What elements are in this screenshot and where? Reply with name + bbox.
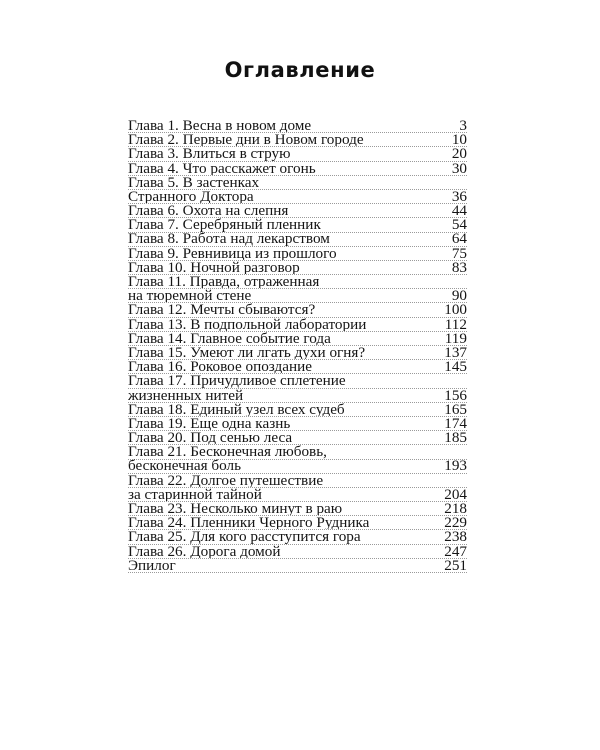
chapter-title: за старинной тайной — [128, 487, 262, 502]
chapter-title: Глава 18. Единый узел всех судеб — [128, 402, 345, 416]
page-number: 156 — [444, 386, 467, 404]
page-number: 64 — [451, 230, 467, 248]
chapter-title: Глава 16. Роковое опоздание — [128, 360, 312, 374]
page-number: 3 — [459, 116, 467, 134]
page-number: 30 — [451, 159, 467, 177]
page-number: 75 — [451, 244, 467, 262]
page-number: 83 — [451, 258, 467, 276]
chapter-title: Глава 14. Главное событие года — [128, 331, 331, 345]
page-number: 54 — [451, 216, 467, 234]
page-number: 36 — [451, 187, 467, 205]
toc-line — [128, 431, 467, 445]
toc-line — [128, 187, 467, 205]
toc-entry — [128, 275, 467, 303]
toc-entry — [128, 542, 467, 560]
toc-line — [128, 275, 467, 289]
toc-line — [128, 315, 467, 333]
toc-line — [128, 502, 467, 516]
page-number: 137 — [444, 343, 467, 361]
toc-line — [128, 289, 467, 303]
chapter-title: жизненных нитей — [128, 388, 244, 402]
page-number: 251 — [444, 556, 467, 574]
page-number: 185 — [444, 429, 467, 447]
chapter-title: Глава 20. Под сенью леса — [128, 431, 293, 445]
toc-line — [128, 542, 467, 560]
page-number: 204 — [444, 485, 467, 503]
toc-line — [128, 530, 467, 544]
chapter-title: Глава 15. Умеют ли лгать духи огня? — [128, 345, 366, 360]
chapter-title: бесконечная боль — [128, 459, 241, 473]
chapter-title: Глава 2. Первые дни в Новом городе — [128, 133, 364, 147]
page-number: 145 — [444, 358, 467, 376]
toc-entry — [128, 230, 467, 248]
toc-entry — [128, 516, 467, 530]
toc-entry — [128, 315, 467, 333]
toc-entry — [128, 343, 467, 361]
toc-line — [128, 230, 467, 248]
toc-entry — [128, 303, 467, 317]
toc-line — [128, 159, 467, 177]
toc-line — [128, 218, 467, 232]
toc-entry — [128, 474, 467, 502]
toc-entry — [128, 204, 467, 218]
chapter-title: Глава 21. Бесконечная любовь, — [128, 445, 327, 459]
chapter-title: Глава 10. Ночной разговор — [128, 260, 300, 275]
page-number: 112 — [444, 315, 467, 333]
toc-entry — [128, 147, 467, 161]
chapter-title: Странного Доктора — [128, 189, 254, 204]
chapter-title: Эпилог — [128, 558, 176, 572]
page-number: 100 — [444, 301, 467, 319]
chapter-title: на тюремной стене — [128, 289, 252, 303]
toc-entry — [128, 445, 467, 473]
toc-line — [128, 414, 467, 432]
toc-line — [128, 133, 467, 147]
toc-entry — [128, 431, 467, 445]
toc-entry — [128, 374, 467, 402]
chapter-title: Глава 25. Для кого расступится гора — [128, 530, 361, 544]
toc-entry — [128, 414, 467, 432]
toc-line — [128, 116, 467, 134]
chapter-title: Глава 11. Правда, отраженная — [128, 275, 320, 289]
chapter-title: Глава 12. Мечты сбываются? — [128, 303, 316, 317]
toc-entry — [128, 556, 467, 574]
toc-entry — [128, 133, 467, 147]
chapter-title: Глава 23. Несколько минут в раю — [128, 502, 343, 516]
toc-entry — [128, 360, 467, 374]
page-number: 20 — [451, 145, 467, 163]
toc-line — [128, 343, 467, 361]
toc-entry — [128, 258, 467, 276]
chapter-title: Глава 26. Дорога домой — [128, 544, 281, 558]
toc-line — [128, 374, 467, 388]
page-number: 218 — [444, 500, 467, 518]
chapter-title: Глава 4. Что расскажет огонь — [128, 161, 316, 175]
chapter-title: Глава 3. Влиться в струю — [128, 147, 291, 161]
toc-entry — [128, 159, 467, 177]
table-of-contents — [128, 116, 467, 574]
toc-entry — [128, 176, 467, 204]
page-number: 90 — [451, 287, 467, 305]
chapter-title: Глава 5. В застенках — [128, 175, 260, 189]
toc-line — [128, 445, 467, 459]
toc-line — [128, 360, 467, 374]
toc-line — [128, 329, 467, 347]
chapter-title: Глава 19. Еще одна казнь — [128, 416, 291, 431]
toc-line — [128, 457, 467, 475]
toc-entry — [128, 502, 467, 516]
page-title: Оглавление — [224, 58, 376, 82]
toc-line — [128, 176, 467, 190]
toc-line — [128, 474, 467, 488]
chapter-title: Глава 9. Ревнивица из прошлого — [128, 246, 337, 260]
toc-line — [128, 556, 467, 574]
chapter-title: Глава 6. Охота на слепня — [128, 204, 289, 218]
toc-entry — [128, 530, 467, 544]
toc-line — [128, 147, 467, 161]
chapter-title: Глава 8. Работа над лекарством — [128, 232, 330, 246]
page-number: 165 — [444, 400, 467, 418]
toc-line — [128, 516, 467, 530]
page-number: 229 — [444, 514, 467, 532]
toc-entry — [128, 116, 467, 134]
toc-entry — [128, 329, 467, 347]
page-number: 238 — [444, 528, 467, 546]
toc-line — [128, 204, 467, 218]
toc-entry — [128, 244, 467, 262]
toc-line — [128, 485, 467, 503]
page-number: 10 — [451, 131, 467, 149]
page-number: 119 — [444, 329, 467, 347]
chapter-title: Глава 17. Причудливое сплетение — [128, 374, 346, 388]
toc-line — [128, 258, 467, 276]
page-number: 193 — [444, 457, 467, 475]
toc-entry — [128, 218, 467, 232]
toc-line — [128, 303, 467, 317]
page-number: 247 — [444, 542, 467, 560]
page-number: 174 — [444, 414, 467, 432]
chapter-title: Глава 13. В подпольной лаборатории — [128, 317, 367, 331]
chapter-title: Глава 24. Пленники Черного Рудника — [128, 516, 370, 530]
chapter-title: Глава 22. Долгое путешествие — [128, 473, 324, 487]
toc-entry — [128, 400, 467, 418]
toc-line — [128, 400, 467, 418]
toc-line — [128, 386, 467, 404]
chapter-title: Глава 1. Весна в новом доме — [128, 118, 312, 133]
chapter-title: Глава 7. Серебряный пленник — [128, 218, 321, 232]
toc-line — [128, 244, 467, 262]
page-number: 44 — [451, 202, 467, 220]
